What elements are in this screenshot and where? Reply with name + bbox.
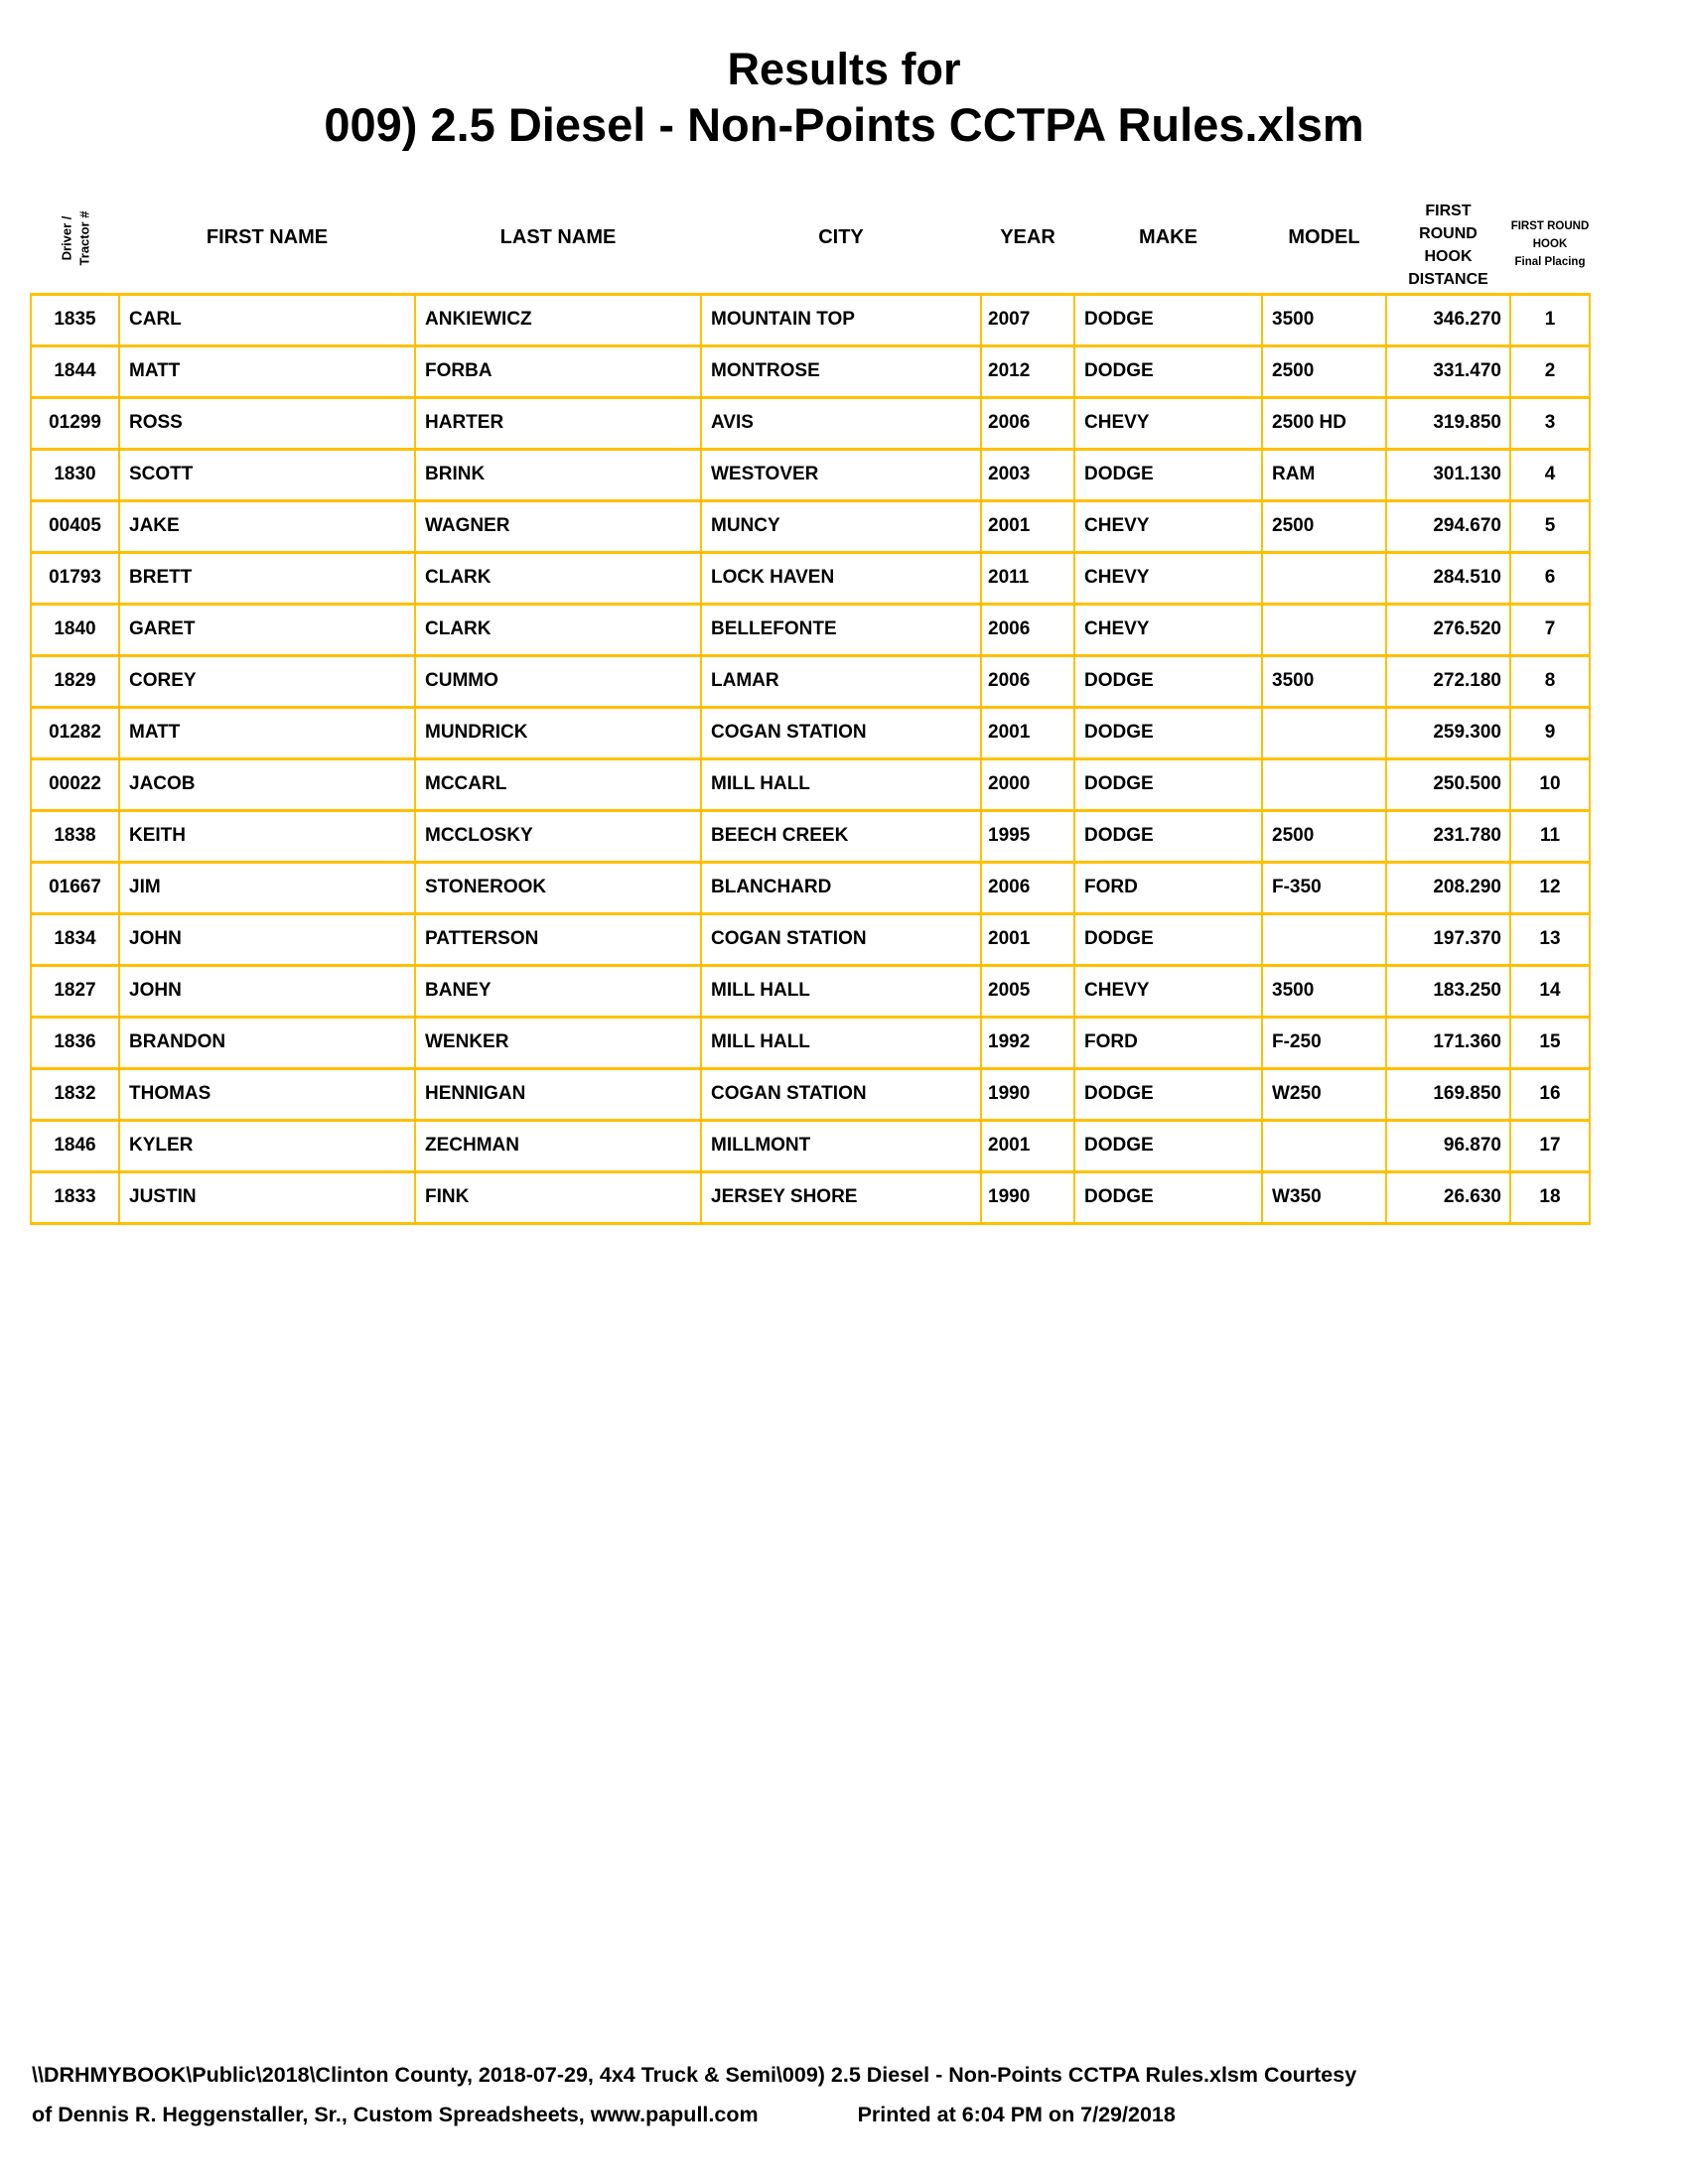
cell-hook-distance: 171.360	[1386, 1017, 1510, 1068]
cell-final-placing: 13	[1510, 913, 1590, 965]
cell-year: 2001	[981, 1120, 1074, 1171]
cell-year: 2006	[981, 655, 1074, 707]
cell-model: RAM	[1262, 449, 1386, 500]
cell-driver-tractor-number: 00405	[31, 500, 119, 552]
cell-year: 2000	[981, 758, 1074, 810]
cell-city: MONTROSE	[701, 345, 981, 397]
cell-hook-distance: 346.270	[1386, 294, 1510, 345]
cell-city: LAMAR	[701, 655, 981, 707]
cell-model: 3500	[1262, 294, 1386, 345]
cell-city: WESTOVER	[701, 449, 981, 500]
driver-header-line1: Driver /	[58, 215, 73, 261]
cell-city: MILL HALL	[701, 1017, 981, 1068]
cell-last-name: BRINK	[415, 449, 701, 500]
cell-final-placing: 12	[1510, 862, 1590, 913]
cell-make: DODGE	[1074, 345, 1262, 397]
cell-make: CHEVY	[1074, 965, 1262, 1017]
cell-model	[1262, 707, 1386, 758]
cell-first-name: GARET	[119, 604, 415, 655]
cell-model	[1262, 913, 1386, 965]
cell-driver-tractor-number: 1833	[31, 1171, 119, 1223]
table-row	[31, 604, 1590, 655]
table-row	[31, 655, 1590, 707]
cell-hook-distance: 284.510	[1386, 552, 1510, 604]
cell-model: F-250	[1262, 1017, 1386, 1068]
cell-final-placing: 14	[1510, 965, 1590, 1017]
cell-driver-tractor-number: 1835	[31, 294, 119, 345]
table-row	[31, 965, 1590, 1017]
cell-driver-tractor-number: 00022	[31, 758, 119, 810]
cell-make: DODGE	[1074, 810, 1262, 862]
table-row	[31, 345, 1590, 397]
column-header-year: YEAR	[1000, 226, 1055, 249]
cell-last-name: STONEROOK	[415, 862, 701, 913]
cell-year: 2005	[981, 965, 1074, 1017]
cell-hook-distance: 183.250	[1386, 965, 1510, 1017]
cell-driver-tractor-number: 1844	[31, 345, 119, 397]
cell-first-name: JIM	[119, 862, 415, 913]
cell-last-name: CLARK	[415, 552, 701, 604]
table-header-row	[31, 184, 1590, 294]
cell-first-name: MATT	[119, 707, 415, 758]
cell-model: F-350	[1262, 862, 1386, 913]
column-header-first-name: FIRST NAME	[206, 226, 329, 249]
column-header-driver-tractor	[31, 184, 119, 294]
cell-first-name: THOMAS	[119, 1068, 415, 1120]
cell-first-name: KEITH	[119, 810, 415, 862]
cell-driver-tractor-number: 1827	[31, 965, 119, 1017]
cell-year: 2006	[981, 604, 1074, 655]
cell-last-name: ANKIEWICZ	[415, 294, 701, 345]
cell-final-placing: 7	[1510, 604, 1590, 655]
cell-year: 1990	[981, 1068, 1074, 1120]
table-row	[31, 1171, 1590, 1223]
cell-year: 2003	[981, 449, 1074, 500]
table-row	[31, 449, 1590, 500]
table-row	[31, 294, 1590, 345]
table-row	[31, 1017, 1590, 1068]
cell-model: 2500	[1262, 810, 1386, 862]
cell-hook-distance: 301.130	[1386, 449, 1510, 500]
cell-hook-distance: 231.780	[1386, 810, 1510, 862]
cell-make: CHEVY	[1074, 500, 1262, 552]
cell-driver-tractor-number: 01793	[31, 552, 119, 604]
cell-first-name: MATT	[119, 345, 415, 397]
cell-first-name: KYLER	[119, 1120, 415, 1171]
cell-last-name: HENNIGAN	[415, 1068, 701, 1120]
cell-driver-tractor-number: 1840	[31, 604, 119, 655]
cell-make: DODGE	[1074, 1068, 1262, 1120]
cell-hook-distance: 197.370	[1386, 913, 1510, 965]
cell-last-name: CLARK	[415, 604, 701, 655]
cell-year: 2012	[981, 345, 1074, 397]
cell-city: MOUNTAIN TOP	[701, 294, 981, 345]
cell-final-placing: 16	[1510, 1068, 1590, 1120]
cell-year: 2006	[981, 862, 1074, 913]
cell-driver-tractor-number: 01667	[31, 862, 119, 913]
cell-model: W350	[1262, 1171, 1386, 1223]
cell-final-placing: 18	[1510, 1171, 1590, 1223]
cell-year: 1995	[981, 810, 1074, 862]
table-row	[31, 397, 1590, 449]
cell-year: 2011	[981, 552, 1074, 604]
cell-model	[1262, 604, 1386, 655]
cell-last-name: CUMMO	[415, 655, 701, 707]
cell-driver-tractor-number: 1838	[31, 810, 119, 862]
cell-hook-distance: 26.630	[1386, 1171, 1510, 1223]
cell-year: 2001	[981, 913, 1074, 965]
cell-model: 2500	[1262, 500, 1386, 552]
cell-year: 2001	[981, 707, 1074, 758]
page-footer	[32, 2055, 1665, 2134]
cell-hook-distance: 96.870	[1386, 1120, 1510, 1171]
cell-driver-tractor-number: 01282	[31, 707, 119, 758]
cell-last-name: MCCLOSKY	[415, 810, 701, 862]
cell-hook-distance: 294.670	[1386, 500, 1510, 552]
cell-driver-tractor-number: 1832	[31, 1068, 119, 1120]
cell-final-placing: 17	[1510, 1120, 1590, 1171]
column-header-last-name: LAST NAME	[499, 226, 617, 249]
cell-last-name: ZECHMAN	[415, 1120, 701, 1171]
cell-make: FORD	[1074, 862, 1262, 913]
cell-first-name: SCOTT	[119, 449, 415, 500]
column-header-model: MODEL	[1288, 226, 1360, 249]
cell-last-name: FORBA	[415, 345, 701, 397]
cell-first-name: JAKE	[119, 500, 415, 552]
cell-model: 2500	[1262, 345, 1386, 397]
cell-first-name: JOHN	[119, 913, 415, 965]
column-header-make: MAKE	[1139, 226, 1197, 249]
column-header-city: CITY	[818, 226, 864, 249]
cell-hook-distance: 319.850	[1386, 397, 1510, 449]
cell-first-name: BRANDON	[119, 1017, 415, 1068]
cell-make: FORD	[1074, 1017, 1262, 1068]
cell-make: DODGE	[1074, 655, 1262, 707]
cell-city: COGAN STATION	[701, 913, 981, 965]
table-row	[31, 1120, 1590, 1171]
cell-hook-distance: 259.300	[1386, 707, 1510, 758]
cell-first-name: JACOB	[119, 758, 415, 810]
cell-first-name: CARL	[119, 294, 415, 345]
cell-hook-distance: 276.520	[1386, 604, 1510, 655]
table-row	[31, 862, 1590, 913]
cell-model: 2500 HD	[1262, 397, 1386, 449]
table-row	[31, 707, 1590, 758]
cell-final-placing: 8	[1510, 655, 1590, 707]
cell-year: 2007	[981, 294, 1074, 345]
cell-city: AVIS	[701, 397, 981, 449]
cell-last-name: WAGNER	[415, 500, 701, 552]
cell-year: 2001	[981, 500, 1074, 552]
results-table-body	[31, 294, 1590, 1223]
table-row	[31, 500, 1590, 552]
cell-model: W250	[1262, 1068, 1386, 1120]
table-row	[31, 758, 1590, 810]
cell-driver-tractor-number: 1846	[31, 1120, 119, 1171]
cell-final-placing: 1	[1510, 294, 1590, 345]
cell-make: CHEVY	[1074, 604, 1262, 655]
cell-city: BLANCHARD	[701, 862, 981, 913]
cell-make: CHEVY	[1074, 552, 1262, 604]
cell-model: 3500	[1262, 965, 1386, 1017]
results-table	[30, 184, 1591, 1225]
column-header-hook-distance: FIRST ROUND HOOK DISTANCE	[1408, 202, 1488, 289]
cell-driver-tractor-number: 1834	[31, 913, 119, 965]
cell-hook-distance: 208.290	[1386, 862, 1510, 913]
cell-city: COGAN STATION	[701, 1068, 981, 1120]
cell-last-name: HARTER	[415, 397, 701, 449]
page-title: Results for	[727, 44, 961, 94]
cell-first-name: JUSTIN	[119, 1171, 415, 1223]
cell-model: 3500	[1262, 655, 1386, 707]
cell-last-name: PATTERSON	[415, 913, 701, 965]
cell-last-name: FINK	[415, 1171, 701, 1223]
cell-city: MILL HALL	[701, 965, 981, 1017]
table-row	[31, 810, 1590, 862]
cell-first-name: ROSS	[119, 397, 415, 449]
cell-last-name: MCCARL	[415, 758, 701, 810]
table-row	[31, 1068, 1590, 1120]
cell-make: DODGE	[1074, 1120, 1262, 1171]
cell-last-name: MUNDRICK	[415, 707, 701, 758]
cell-last-name: WENKER	[415, 1017, 701, 1068]
cell-final-placing: 2	[1510, 345, 1590, 397]
cell-final-placing: 9	[1510, 707, 1590, 758]
cell-driver-tractor-number: 1836	[31, 1017, 119, 1068]
cell-make: DODGE	[1074, 449, 1262, 500]
cell-driver-tractor-number: 1830	[31, 449, 119, 500]
cell-driver-tractor-number: 01299	[31, 397, 119, 449]
cell-hook-distance: 169.850	[1386, 1068, 1510, 1120]
cell-city: JERSEY SHORE	[701, 1171, 981, 1223]
column-header-final-placing: FIRST ROUND HOOK Final Placing	[1510, 220, 1590, 268]
table-row	[31, 552, 1590, 604]
cell-year: 2006	[981, 397, 1074, 449]
cell-first-name: BRETT	[119, 552, 415, 604]
cell-model	[1262, 552, 1386, 604]
cell-city: LOCK HAVEN	[701, 552, 981, 604]
cell-model	[1262, 758, 1386, 810]
cell-city: MUNCY	[701, 500, 981, 552]
cell-hook-distance: 250.500	[1386, 758, 1510, 810]
cell-final-placing: 11	[1510, 810, 1590, 862]
cell-final-placing: 4	[1510, 449, 1590, 500]
cell-final-placing: 6	[1510, 552, 1590, 604]
footer-courtesy: of Dennis R. Heggenstaller, Sr., Custom Spreadsheets, www.papull.com	[32, 2103, 759, 2126]
cell-make: DODGE	[1074, 707, 1262, 758]
cell-final-placing: 15	[1510, 1017, 1590, 1068]
cell-first-name: COREY	[119, 655, 415, 707]
cell-final-placing: 10	[1510, 758, 1590, 810]
cell-year: 1992	[981, 1017, 1074, 1068]
cell-city: BEECH CREEK	[701, 810, 981, 862]
cell-city: BELLEFONTE	[701, 604, 981, 655]
cell-city: MILLMONT	[701, 1120, 981, 1171]
cell-make: DODGE	[1074, 913, 1262, 965]
page-subtitle-filename: 009) 2.5 Diesel - Non-Points CCTPA Rules.xlsm	[324, 98, 1364, 151]
cell-city: MILL HALL	[701, 758, 981, 810]
cell-make: DODGE	[1074, 1171, 1262, 1223]
cell-hook-distance: 331.470	[1386, 345, 1510, 397]
cell-final-placing: 5	[1510, 500, 1590, 552]
cell-first-name: JOHN	[119, 965, 415, 1017]
cell-last-name: BANEY	[415, 965, 701, 1017]
table-row	[31, 913, 1590, 965]
driver-header-line2: Tractor #	[75, 210, 91, 266]
cell-hook-distance: 272.180	[1386, 655, 1510, 707]
cell-city: COGAN STATION	[701, 707, 981, 758]
cell-year: 1990	[981, 1171, 1074, 1223]
cell-make: CHEVY	[1074, 397, 1262, 449]
cell-make: DODGE	[1074, 294, 1262, 345]
cell-driver-tractor-number: 1829	[31, 655, 119, 707]
cell-make: DODGE	[1074, 758, 1262, 810]
footer-printed-timestamp: Printed at 6:04 PM on 7/29/2018	[857, 2103, 1176, 2126]
cell-model	[1262, 1120, 1386, 1171]
cell-final-placing: 3	[1510, 397, 1590, 449]
footer-file-path: \\DRHMYBOOK\Public\2018\Clinton County, 2018-07-29, 4x4 Truck & Semi\009) 2.5 Diesel - Non-Points CCTPA Rules.xlsm Courtesy	[32, 2063, 1357, 2087]
